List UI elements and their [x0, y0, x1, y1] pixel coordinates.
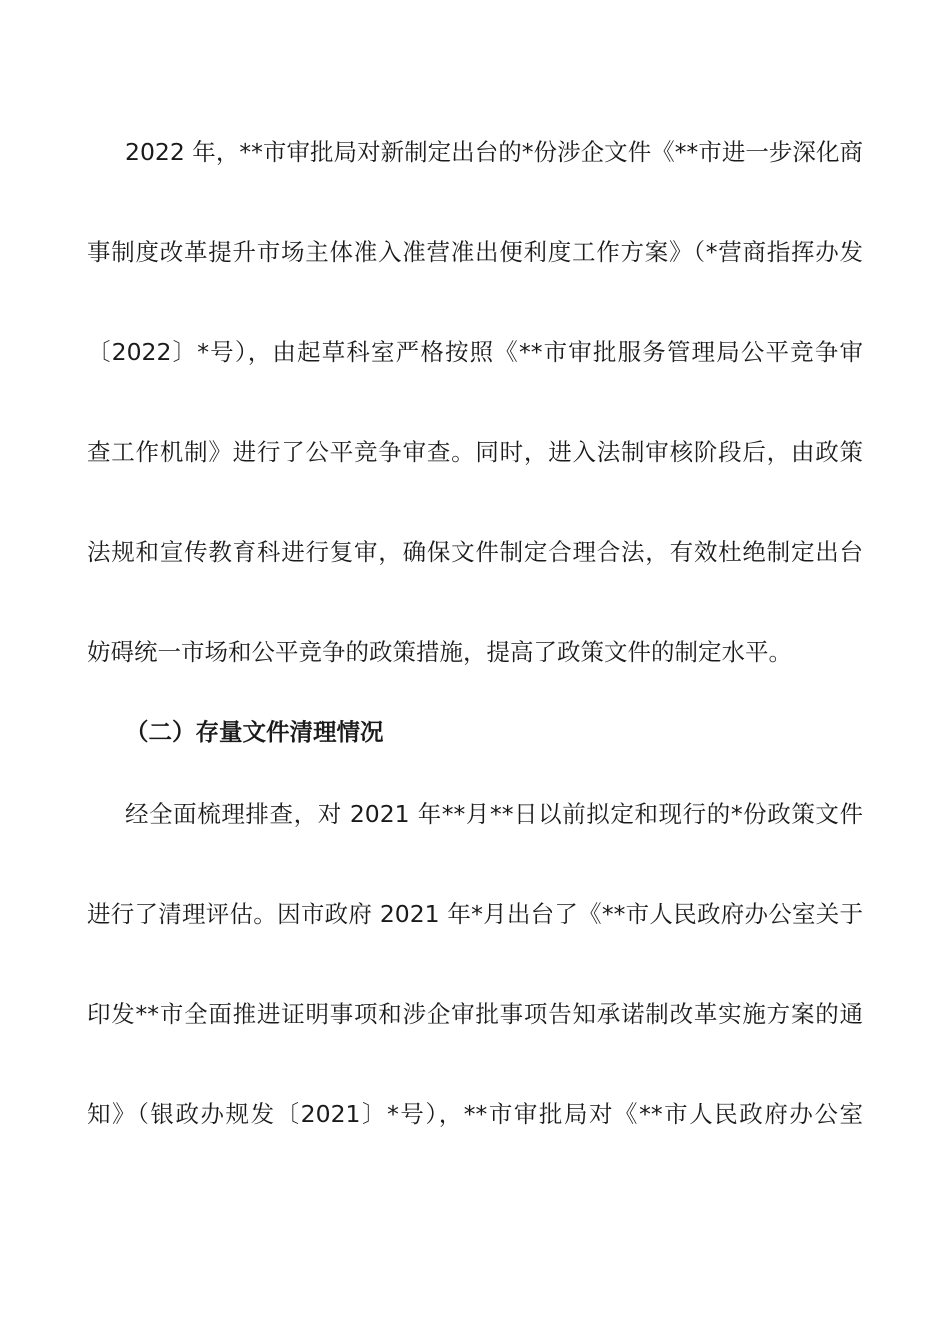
- paragraph-2-line-4: 知》（银政办规发〔2021〕*号），**市审批局对《**市人民政府办公室: [87, 1100, 863, 1128]
- section-heading: （二）存量文件清理情况: [125, 718, 384, 746]
- paragraph-1-line-1: 2022 年，**市审批局对新制定出台的*份涉企文件《**市进一步深化商: [125, 138, 863, 166]
- paragraph-1-line-6: 妨碍统一市场和公平竞争的政策措施，提高了政策文件的制定水平。: [87, 638, 792, 666]
- paragraph-2-line-3: 印发**市全面推进证明事项和涉企审批事项告知承诺制改革实施方案的通: [87, 1000, 863, 1028]
- paragraph-2-line-2: 进行了清理评估。因市政府 2021 年*月出台了《**市人民政府办公室关于: [87, 900, 863, 928]
- paragraph-1-line-3: 〔2022〕*号），由起草科室严格按照《**市审批服务管理局公平竞争审: [87, 338, 863, 366]
- paragraph-1-line-4: 查工作机制》进行了公平竞争审查。同时，进入法制审核阶段后，由政策: [87, 438, 863, 466]
- paragraph-1-line-2: 事制度改革提升市场主体准入准营准出便利度工作方案》（*营商指挥办发: [87, 238, 863, 266]
- paragraph-2-line-1: 经全面梳理排查，对 2021 年**月**日以前拟定和现行的*份政策文件: [125, 800, 863, 828]
- paragraph-1-line-5: 法规和宣传教育科进行复审，确保文件制定合理合法，有效杜绝制定出台: [87, 538, 863, 566]
